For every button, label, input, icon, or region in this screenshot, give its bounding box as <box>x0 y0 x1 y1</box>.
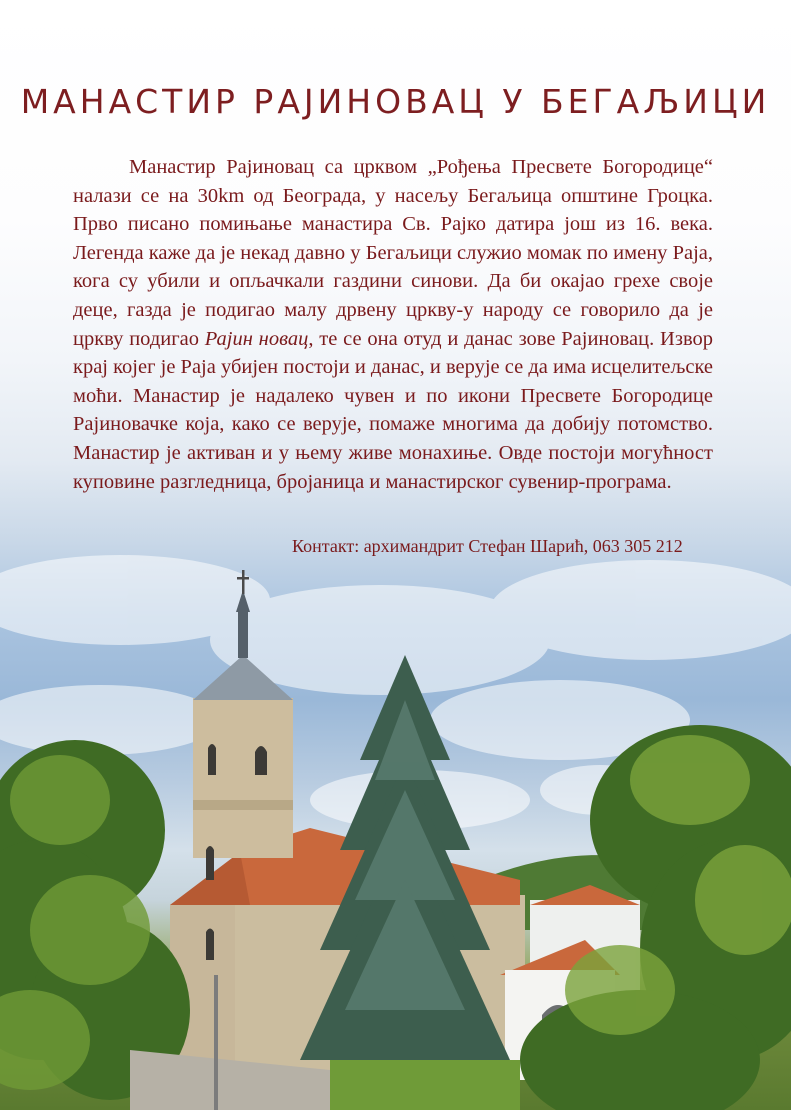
page-title: МАНАСТИР РАЈИНОВАЦ У БЕГАЉИЦИ <box>20 82 771 121</box>
contact-line: Контакт: архимандрит Стефан Шарић, 063 305 212 <box>292 536 683 556</box>
body-paragraph <box>73 153 713 496</box>
body-text-part1: Манастир Рајиновац са црквом „Рођења Пресвете Богородице“ налази се на 30km од Београда, у насељу Бегаљица општине Гроцка. Прво писано помињање манастира Св. Рајко датира још из 16. века. Легенда каже да је некад давно у Бегаљици служио момак по имену Раја, кога су убили и опљачкали газдини синови. Да би окајао грехе своје деце, газда је подигао малу дрвену цркву-у народу се говорило да је цркву подигао <box>73 156 713 350</box>
body-text-italic: Рајин новац <box>204 327 309 350</box>
body-text-part2: , те се она отуд и данас зове Рајиновац. Извор крај којег је Раја убијен постоји и данас, и верује се да има исцелитељске моћи. Манастир је надалеко чувен и по икони Пресвете Богородице Рајиновачке која, како се верује, помаже многима да добију потомство. Манастир је активан и у њему живе монахиње. Овде постоји могућност куповине разгледница, бројаница и манастирског сувенир-програма. <box>73 327 713 493</box>
